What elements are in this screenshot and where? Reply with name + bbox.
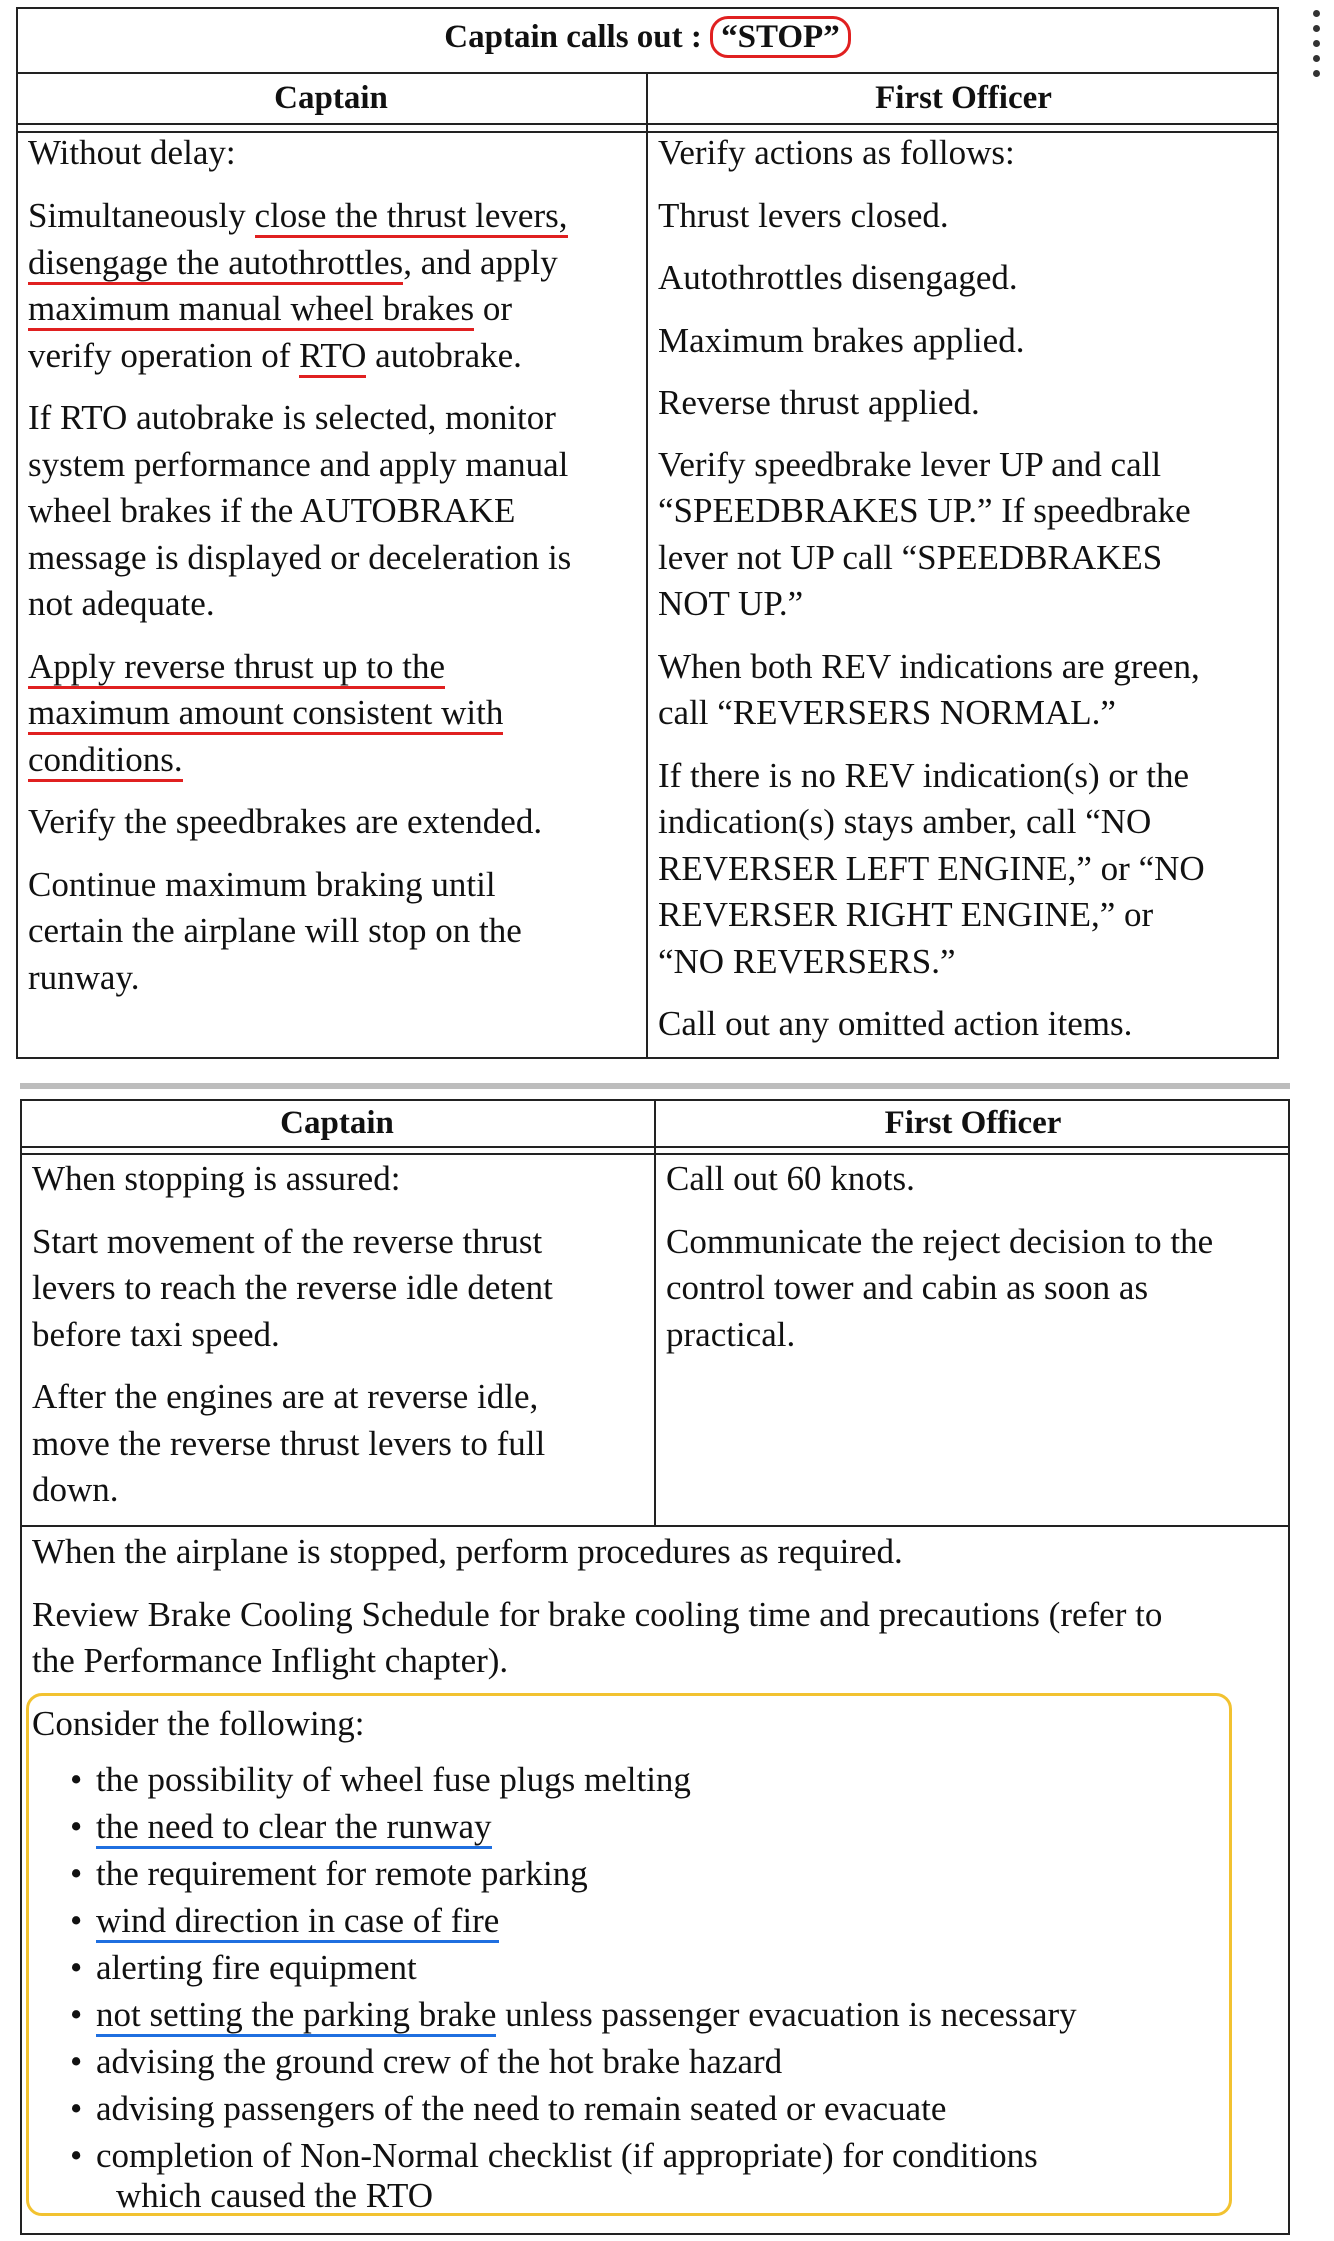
more-options-icon[interactable] <box>1310 10 1324 85</box>
col-header-captain-2: Captain <box>280 1105 394 1141</box>
stop-callout: “STOP” <box>710 16 851 58</box>
col-header-first-officer: First Officer <box>875 80 1052 116</box>
col-header-first-officer-2: First Officer <box>884 1105 1062 1141</box>
col-header-captain: Captain <box>274 80 388 116</box>
table-title: Captain calls out : “STOP” <box>16 14 1279 60</box>
section-divider <box>20 1083 1290 1089</box>
